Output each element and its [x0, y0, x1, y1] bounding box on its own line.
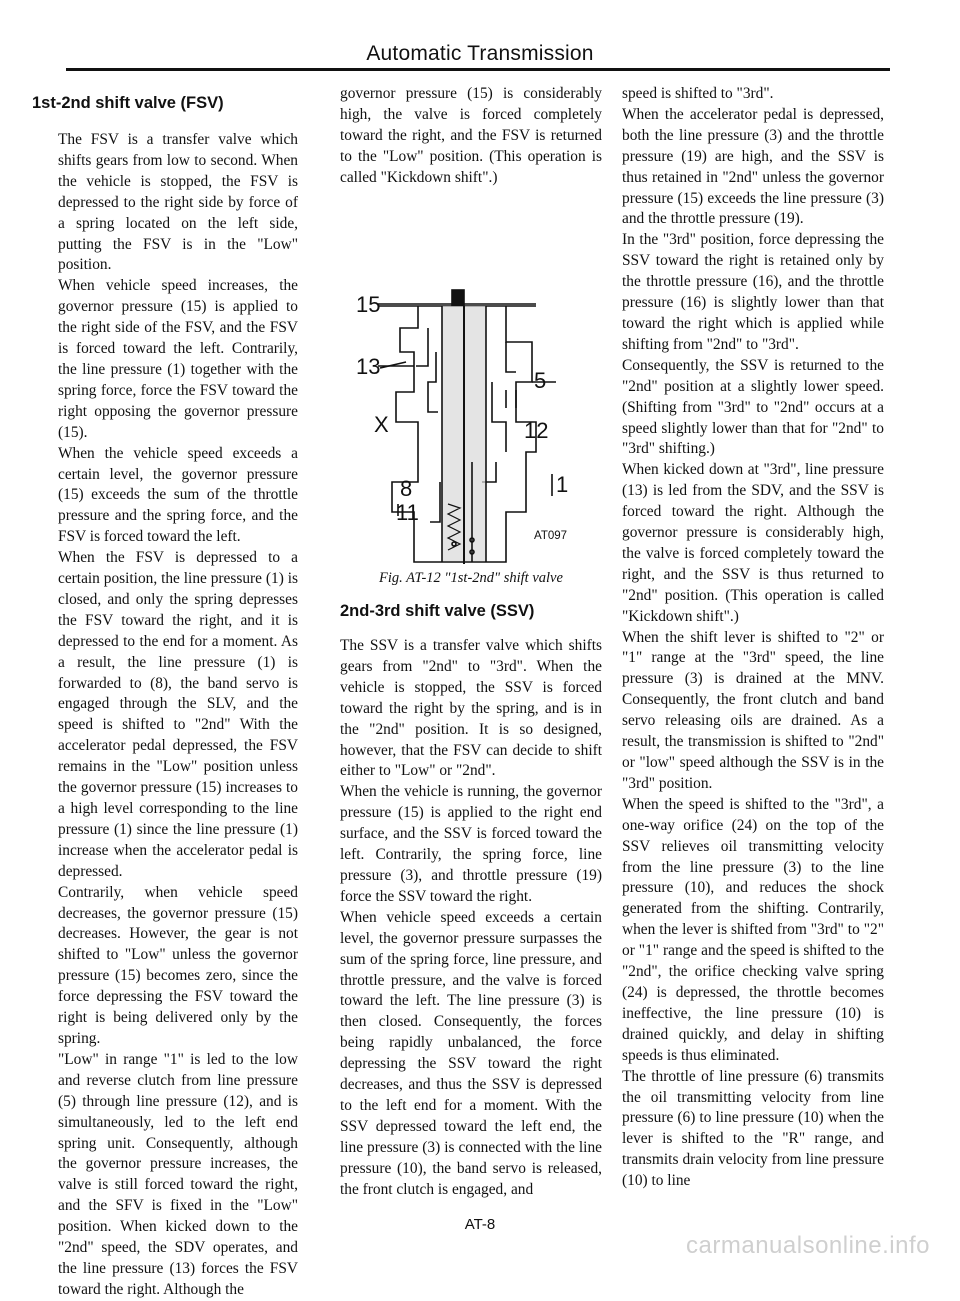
fsv-body-text: The FSV is a transfer valve which shifts gears from low to second. When the vehicle is stopped, the FSV is depressed to the right side by force of a spring located on the left side, putting the FSV is in the "Low" position. When vehicle speed increases, the governor pressure (15) is applied to the right side of the FSV, and the FSV is forced toward the left. Contrarily, the line pressure (1) together with the spring force, force the FSV toward the right opposing the governor pressure (15). When the vehicle speed exceeds a certain level, the governor pressure (15) exceeds the sum of the throttle pressure and the spring force, and the FSV is forced toward the left. When the FSV is depressed to a certain position, the line pressure (1) is closed, and only the spring depresses the FSV toward the right, and it is depressed to the end for a moment. As a result, the line pressure (1) is forwarded to (8), the band servo is engaged through the SLV, and the speed is shifted to "2nd" With the accelerator pedal depressed, the FSV remains in the "Low" position unless the governor pressure (15) increases to a high level corresponding to the line pressure (1) since the line pressure (1) increase when the accelerator pedal is depressed. Contrarily, when vehicle speed decreases, the governor pressure (15) decreases. However, the gear is not shifted to "Low" unless the governor pressure (15) becomes zero, since the force depressing the FSV toward the right is being delivered only by the spring. "Low" in range "1" is led to the low and reverse clutch from line pressure (5) through line pressure (12), and is simultaneously, led to the left end spring unit. Consequently, although the governor pressure increases, the valve is still forced toward the right, and the SFV is fixed in the "Low" position. When kicked down to the "2nd" speed, the SDV operates, and the line pressure (13) forces the FSV toward the right. Although the: [58, 131, 298, 1298]
page-number: AT-8: [464, 1216, 496, 1233]
label-5: 5: [534, 368, 547, 393]
label-13: 13: [356, 354, 381, 379]
kickdown-body-text: governor pressure (15) is considerably high, the valve is forced completely toward the right, and the FSV is returned to the "Low" position. (This operation is called "Kickdown shift".): [340, 85, 602, 186]
label-1: 1: [556, 472, 569, 497]
label-12: 12: [524, 418, 549, 443]
ssv-body-text: The SSV is a transfer valve which shifts gears from "2nd" to "3rd". When the vehicle is stopped, the SSV is forced toward the right by the spring, and is in the "2nd" position. It is so designed, however, that the FSV can decide to shift either to "Low" or "2nd". When the vehicle is running, the governor pressure (15) is applied to the right end surface, and the SSV is forced toward the left. Contrarily, the spring force, line pressure (3), and throttle pressure (19) force the SSV toward the right. When vehicle speed exceeds a certain level, the governor pressure surpasses the sum of the spring force, line pressure, and throttle pressure, and the valve is forced toward the left. The line pressure (3) is then closed. Consequently, the forces being rapidly unbalanced, the force depressing the SSV toward the right decreases, and thus the SSV is depressed to the left end for a moment. With the SSV depressed toward the left end, the line pressure (3) is connected with the line pressure (10), the band servo is released, the front clutch is engaged, and: [340, 637, 602, 1198]
section-heading-ssv: 2nd-3rd shift valve (SSV): [340, 602, 535, 620]
label-8: 8: [400, 476, 413, 501]
page-header-title: Automatic Transmission: [366, 42, 594, 65]
watermark: carmanualsonline.info: [686, 1232, 930, 1259]
label-15: 15: [356, 292, 381, 317]
label-11: 11: [396, 500, 419, 525]
label-x: X: [374, 412, 389, 437]
header-rule: [66, 68, 890, 71]
section-heading-fsv: 1st-2nd shift valve (FSV): [32, 94, 224, 112]
ssv-continued-body-text: speed is shifted to "3rd". When the accelerator pedal is depressed, both the line pressure (3) and the throttle pressure (19) are high, and the SSV is thus retained in "2nd" unless the governor pressure (15) exceeds the line pressure (3) and the throttle pressure (19). In the "3rd" position, force depressing the SSV toward the right is retained only by the throttle pressure (16), and the throttle pressure (16) is slightly lower than that toward the right which is applied while shifting from "2nd" to "3rd". Consequently, the SSV is returned to the "2nd" position at a slightly lower speed. (Shifting from "3rd" to "2nd" occurs at a speed slightly lower than that for "2nd" to "3rd" shifting.) When kicked down at "3rd", line pressure (13) is led from the SDV, and the SSV is forced toward the right. Although the governor pressure is considerably high, the valve is forced completely toward the right, and the SSV is thus returned to "2nd" position. (This operation is called "Kickdown shift".) When the shift lever is shifted to "2" or "1" range at the "3rd" speed, the line pressure (3) is drained at the MNV. Consequently, the front clutch and band servo releasing oils are drained. As a result, the transmission is shifted to "2nd" or "low" speed although the SSV is in the "3rd" position. When the speed is shifted to the "3rd", a one-way orifice (24) on the top of the SSV relieves oil transmitting velocity from the line pressure (3) to the line pressure (10), and reduces the shock generated from the shifting. Contrarily, when the lever is shifted from "3rd" to "2" or "1" range and the speed is shifted to the "2nd", the orifice checking valve spring (24) is depressed, the throttle becomes ineffective, the line pressure (10) is drained quickly, and delay in shifting speeds is thus eliminated. The throttle of line pressure (6) transmits the oil transmitting velocity from line pressure (6) to line pressure (10) when the lever is shifted to the "R" range, and transmits drain velocity from line pressure (10) to line: [622, 85, 884, 1190]
figure-caption: Fig. AT-12 "1st-2nd" shift valve: [379, 570, 563, 586]
figure-code: AT097: [534, 530, 568, 542]
